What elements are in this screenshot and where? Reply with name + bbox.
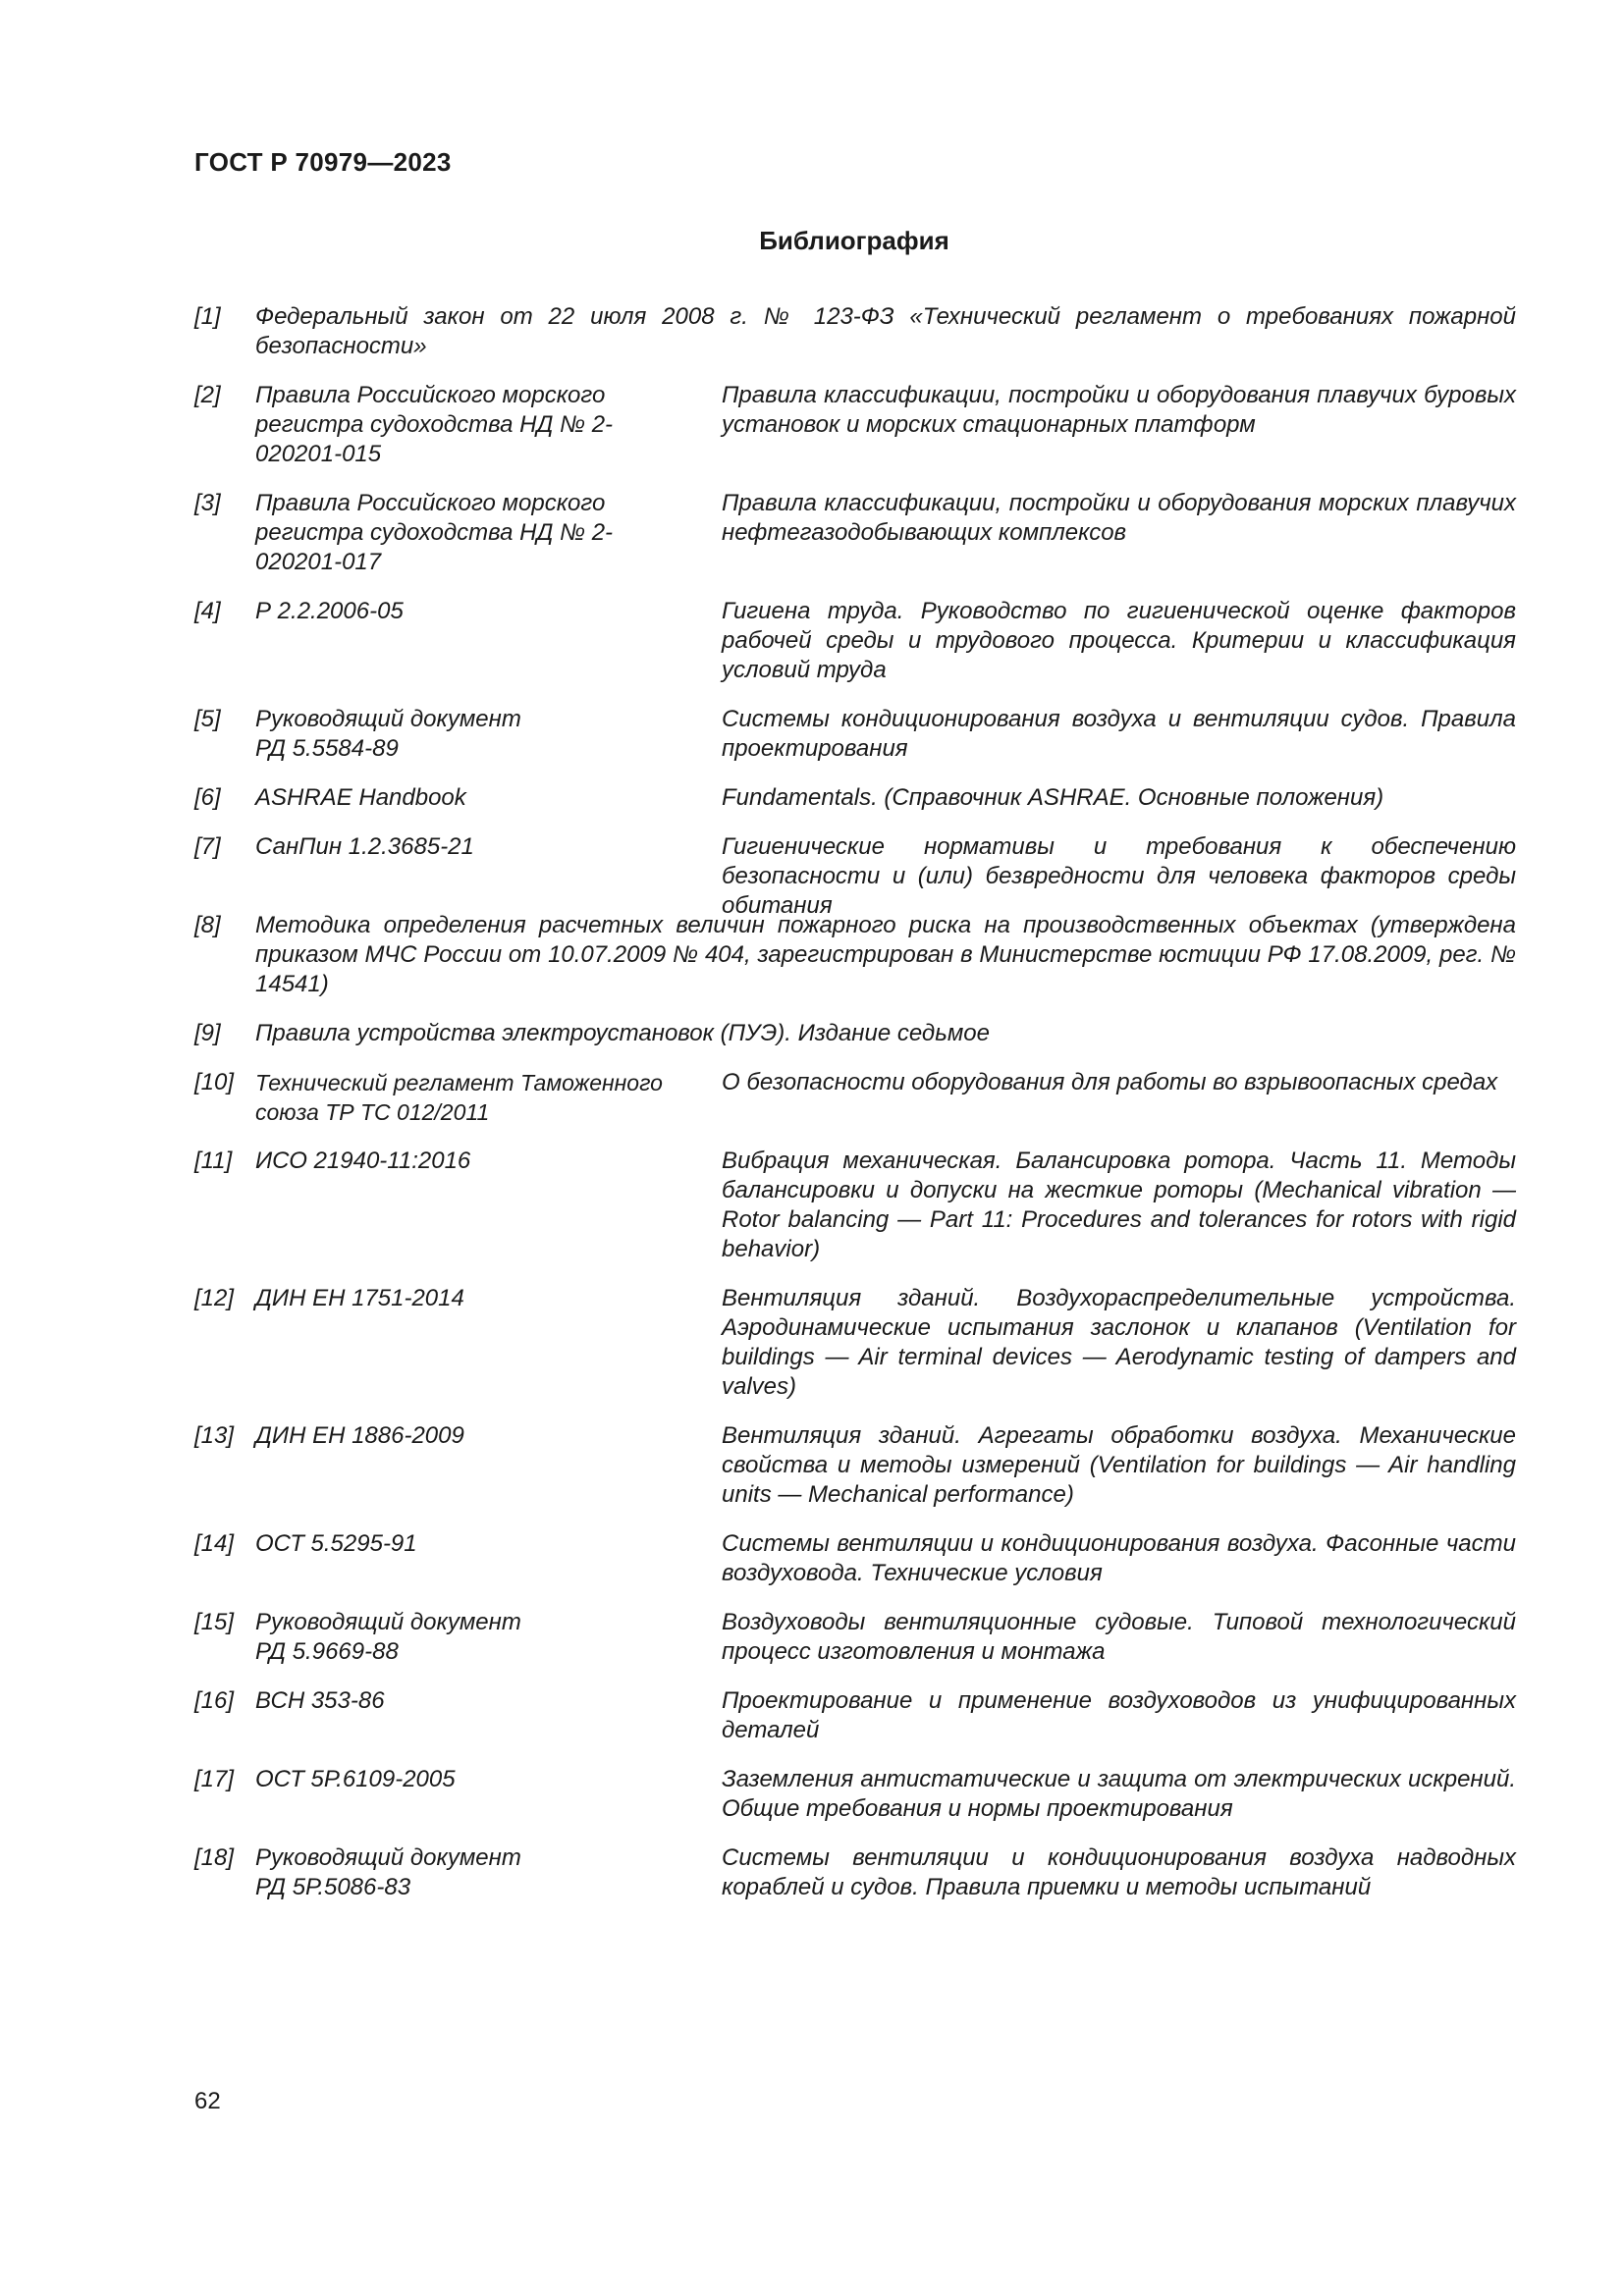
section-title: Библиография [759, 226, 949, 255]
entry-text: Методика определения расчетных величин пожарного риска на производственных объектах (утверждена приказом МЧС России от 10.07.2009 № 404, зарегистрирован в Министерстве юстиции РФ 17.08.2009, рег. № 14541) [255, 912, 1516, 997]
bib-entry-1 [194, 302, 1516, 361]
bib-entry-4 [194, 597, 1516, 685]
entry-description: Воздуховоды вентиляционные судовые. Типовой технологический процесс изготовления и монтажа [722, 1609, 1516, 1665]
bib-entry-18 [194, 1843, 1516, 1902]
entry-description: Системы кондиционирования воздуха и вентиляции судов. Правила проектирования [722, 706, 1516, 762]
entry-description: Заземления антистатические и защита от электрических искрений. Общие требования и нормы проектирования [722, 1766, 1516, 1822]
entry-number: [5] [194, 706, 221, 732]
entry-description: Системы вентиляции и кондиционирования воздуха. Фасонные части воздуховода. Технические условия [722, 1530, 1516, 1586]
entry-number: [10] [194, 1069, 235, 1095]
entry-description: Вибрация механическая. Балансировка ротора. Часть 11. Методы балансировки и допуски на жесткие роторы (Mechanical vibration — Rotor balancing — Part 11: Procedures and tolerances for rotors with rigid behavior) [722, 1148, 1516, 1262]
entry-number: [15] [194, 1609, 235, 1635]
bib-entry-10 [194, 1068, 1516, 1127]
bib-entry-9 [194, 1019, 1516, 1048]
bib-entry-14 [194, 1529, 1516, 1588]
entry-number: [14] [194, 1530, 235, 1557]
entry-description: Правила классификации, постройки и оборудования морских плавучих нефтегазодобывающих комплексов [722, 490, 1516, 546]
entry-source: Технический регламент Таможенного союза ТР ТС 012/2011 [255, 1070, 663, 1125]
entry-number: [7] [194, 833, 221, 860]
bib-entry-12 [194, 1284, 1516, 1402]
entry-description: Вентиляция зданий. Воздухораспределительные устройства. Аэродинамические испытания заслонок и клапанов (Ventilation for buildings — Air terminal devices — Aerodynamic testing of dampers and valves) [722, 1285, 1516, 1400]
entry-description: Системы вентиляции и кондиционирования воздуха надводных кораблей и судов. Правила приемки и методы испытаний [722, 1844, 1516, 1900]
bib-entry-8 [194, 911, 1516, 999]
entry-number: [3] [194, 490, 221, 516]
entry-source: Р 2.2.2006-05 [255, 598, 404, 624]
entry-number: [12] [194, 1285, 235, 1311]
entry-description: Проектирование и применение воздуховодов из унифицированных деталей [722, 1687, 1516, 1743]
bib-entry-16 [194, 1686, 1516, 1745]
bibliography-list [194, 302, 1516, 1922]
entry-source: Правила Российского морского регистра судоходства НД № 2-020201-015 [255, 382, 614, 467]
entry-number: [8] [194, 912, 221, 938]
entry-number: [11] [194, 1148, 233, 1174]
entry-description: Гигиена труда. Руководство по гигиенической оценке факторов рабочей среды и трудового процесса. Критерии и классификация условий труда [722, 598, 1516, 683]
entry-source: Правила Российского морского регистра судоходства НД № 2-020201-017 [255, 490, 614, 575]
entry-source: ИСО 21940-11:2016 [255, 1148, 471, 1174]
entry-source: ASHRAE Handbook [255, 784, 466, 811]
entry-number: [17] [194, 1766, 235, 1792]
page-number: 62 [194, 2088, 221, 2114]
entry-description: Fundamentals. (Справочник ASHRAE. Основные положения) [722, 784, 1384, 811]
entry-text: Федеральный закон от 22 июля 2008 г. № 123-ФЗ «Технический регламент о требованиях пожарной безопасности» [255, 303, 1516, 359]
bib-entry-3 [194, 489, 1516, 577]
entry-source: ВСН 353-86 [255, 1687, 385, 1714]
bib-entry-5 [194, 705, 1516, 764]
document-code: ГОСТ Р 70979—2023 [194, 147, 452, 177]
entry-source: Руководящий документ РД 5Р.5086-83 [255, 1844, 521, 1900]
entry-description: Правила классификации, постройки и оборудования плавучих буровых установок и морских стационарных платформ [722, 382, 1516, 438]
entry-source: ДИН ЕН 1751-2014 [255, 1285, 464, 1311]
bib-entry-7 [194, 832, 1516, 919]
bib-entry-2 [194, 381, 1516, 469]
entry-number: [6] [194, 784, 221, 811]
entry-source: Руководящий документ РД 5.9669-88 [255, 1609, 521, 1665]
entry-source: ОСТ 5.5295-91 [255, 1530, 417, 1557]
bib-entry-13 [194, 1421, 1516, 1510]
entry-number: [16] [194, 1687, 235, 1714]
entry-source: ДИН ЕН 1886-2009 [255, 1422, 464, 1449]
entry-source: СанПин 1.2.3685-21 [255, 833, 474, 860]
entry-description: Вентиляция зданий. Агрегаты обработки воздуха. Механические свойства и методы измерений (Ventilation for buildings — Air handling units — Mechanical performance) [722, 1422, 1516, 1508]
entry-number: [2] [194, 382, 221, 408]
entry-description: Гигиенические нормативы и требования к обеспечению безопасности и (или) безвредности для человека факторов среды обитания [722, 833, 1516, 919]
entry-description: О безопасности оборудования для работы во взрывоопасных средах [722, 1069, 1498, 1095]
entry-number: [18] [194, 1844, 235, 1871]
entry-number: [4] [194, 598, 221, 624]
entry-source: Руководящий документ РД 5.5584-89 [255, 706, 521, 762]
bib-entry-17 [194, 1765, 1516, 1824]
entry-number: [13] [194, 1422, 235, 1449]
bib-entry-15 [194, 1608, 1516, 1667]
bib-entry-11 [194, 1147, 1516, 1264]
entry-number: [9] [194, 1020, 221, 1046]
bib-entry-6 [194, 783, 1516, 813]
entry-text: Правила устройства электроустановок (ПУЭ). Издание седьмое [255, 1020, 990, 1046]
entry-source: ОСТ 5Р.6109-2005 [255, 1766, 456, 1792]
entry-number: [1] [194, 303, 221, 330]
